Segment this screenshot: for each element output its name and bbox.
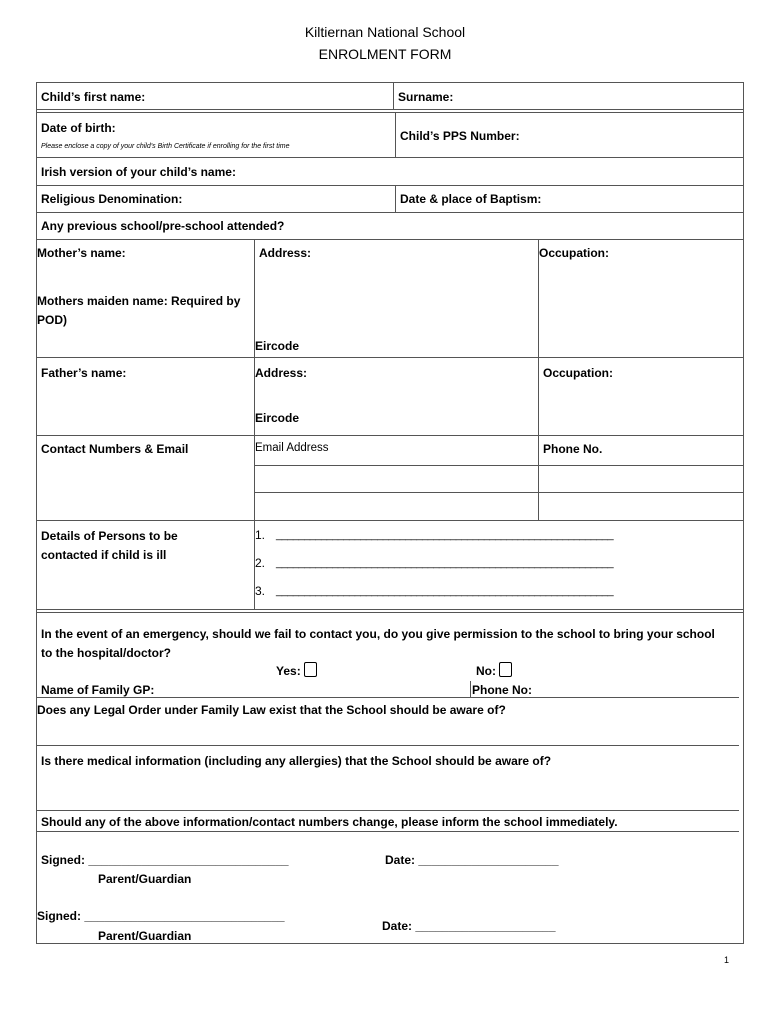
medical-info-question: Is there medical information (including any allergies) that the School should be aware of?: [41, 754, 552, 768]
yes-checkbox[interactable]: [304, 662, 317, 677]
inform-notice: Should any of the above information/contact numbers change, please inform the school immediately.: [41, 815, 618, 829]
no-label: No:: [476, 664, 496, 678]
baptism-label: Date & place of Baptism:: [400, 192, 542, 206]
previous-school-label: Any previous school/pre-school attended?: [41, 219, 285, 233]
date-of-birth-label: Date of birth:: [41, 121, 116, 135]
religious-denomination-label: Religious Denomination:: [41, 192, 183, 206]
pps-number-label: Child’s PPS Number:: [400, 129, 520, 143]
person-line-blank[interactable]: ____________________________________________________________: [276, 529, 614, 541]
person-line-number: 2.: [255, 556, 266, 570]
dob-note: Please enclose a copy of your child’s Birth Certificate if enrolling for the first time: [41, 143, 290, 150]
person-line-blank[interactable]: ____________________________________________________________: [276, 557, 614, 569]
persons-ill-label: Details of Persons to be contacted if child is ill: [41, 529, 178, 562]
gp-phone-label: Phone No:: [472, 683, 532, 697]
mother-maiden-name-label: Mothers maiden name: Required by POD): [37, 294, 241, 327]
form-title: ENROLMENT FORM: [318, 46, 452, 62]
father-occupation-label: Occupation:: [543, 366, 614, 380]
signed-line[interactable]: Signed: ______________________________: [41, 853, 289, 867]
mother-eircode-label: Eircode: [255, 339, 300, 353]
person-line-number: 1.: [255, 528, 266, 542]
email-address-header: Email Address: [255, 442, 329, 454]
parent-guardian-label: Parent/Guardian: [98, 872, 192, 886]
child-first-name-label: Child’s first name:: [41, 90, 146, 104]
signed-line[interactable]: Signed: ______________________________: [37, 909, 285, 923]
no-option: [476, 662, 512, 679]
emergency-question: In the event of an emergency, should we fail to contact you, do you give permission to the school to bring your school to the hospital/doctor?: [41, 627, 715, 660]
yes-option: [276, 662, 317, 679]
mother-occupation-label: Occupation:: [539, 246, 610, 260]
yes-label: Yes:: [276, 664, 301, 678]
date-line[interactable]: Date: _____________________: [385, 853, 559, 867]
person-line-blank[interactable]: ____________________________________________________________: [276, 585, 614, 597]
irish-name-label: Irish version of your child’s name:: [41, 165, 236, 179]
person-line-number: 3.: [255, 584, 266, 598]
father-name-label: Father’s name:: [41, 366, 127, 380]
father-address-label: Address:: [255, 366, 308, 380]
parent-guardian-label: Parent/Guardian: [98, 929, 192, 943]
father-eircode-label: Eircode: [255, 411, 300, 425]
date-line[interactable]: Date: _____________________: [382, 919, 556, 933]
no-checkbox[interactable]: [499, 662, 512, 677]
contact-numbers-label: Contact Numbers & Email: [41, 442, 189, 456]
gp-name-label: Name of Family GP:: [41, 683, 155, 697]
mother-address-label: Address:: [259, 246, 312, 260]
phone-header: Phone No.: [543, 442, 603, 456]
school-name: Kiltiernan National School: [304, 24, 466, 40]
surname-label: Surname:: [398, 90, 454, 104]
page-number: 1: [724, 955, 730, 965]
mother-name-label: Mother’s name:: [37, 246, 126, 260]
legal-order-question: Does any Legal Order under Family Law exist that the School should be aware of?: [37, 703, 506, 717]
